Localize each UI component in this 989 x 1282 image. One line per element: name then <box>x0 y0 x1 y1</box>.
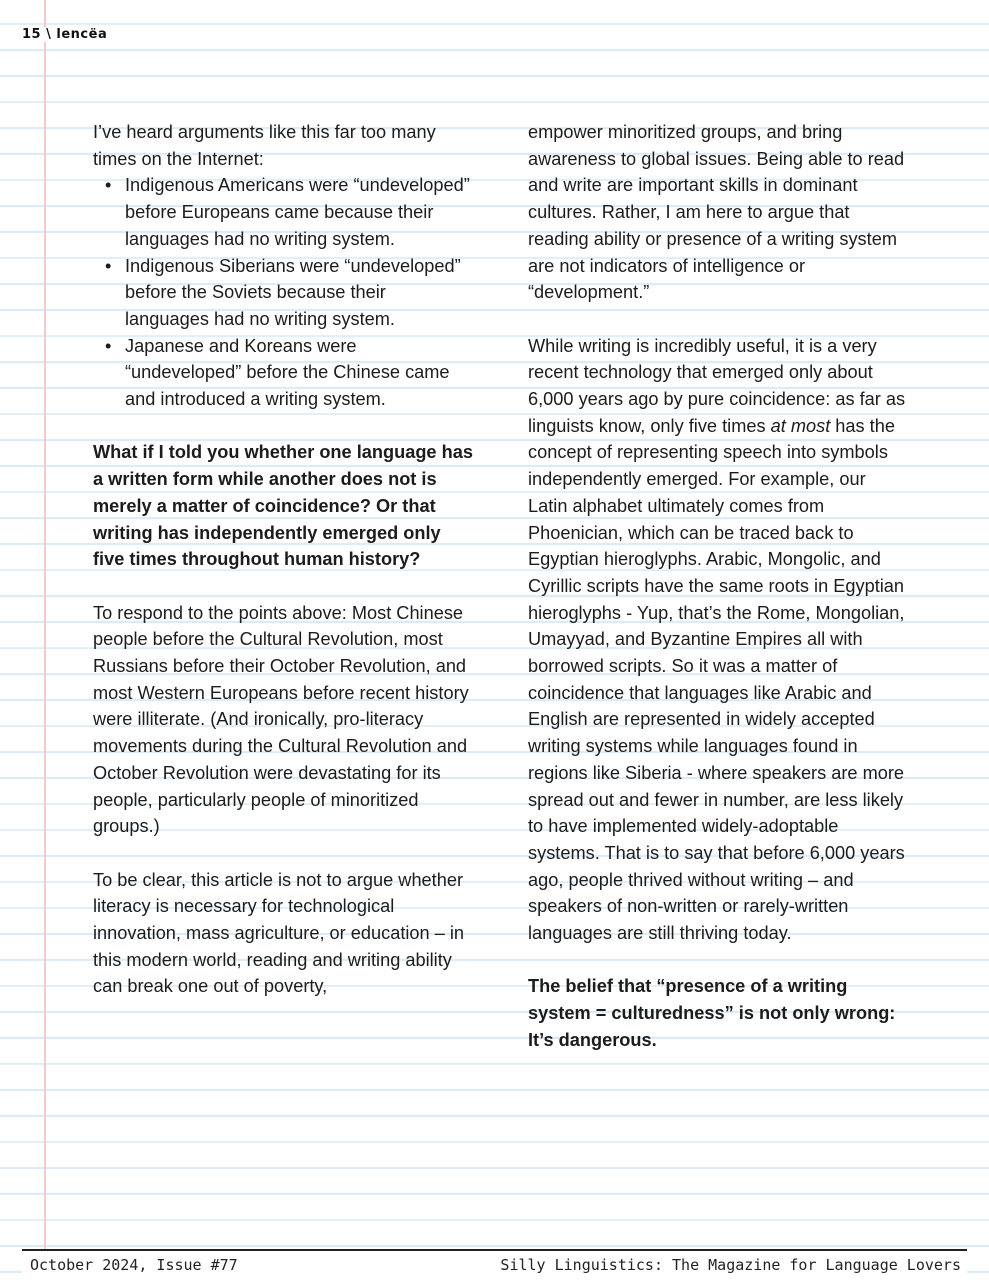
list-item: • Japanese and Koreans were “undeveloped” before the Chinese came and introduced a writing system. <box>125 333 473 413</box>
notebook-margin-line <box>44 0 46 1280</box>
right-column <box>528 119 908 1054</box>
clear-paragraph-start: To be clear, this article is not to argue whether literacy is necessary for technological innovation, mass agriculture, or education – in this modern world, reading and writing ability can break one out of poverty, <box>93 869 465 997</box>
intro-paragraph: I’ve heard arguments like this far too many times on the Internet: <box>93 122 436 169</box>
emphasis-text: at most <box>770 415 831 436</box>
writing-history-paragraph <box>528 333 908 947</box>
left-column <box>93 119 473 1000</box>
page-footer <box>22 1249 967 1282</box>
footer-magazine-title: Silly Linguistics: The Magazine for Language Lovers <box>500 1256 961 1274</box>
list-item: • Indigenous Siberians were “undeveloped” before the Soviets because their languages had no writing system. <box>125 253 473 333</box>
bold-conclusion-paragraph: The belief that “presence of a writing system = culturedness” is not only wrong: It’s dangerous. <box>528 976 896 1050</box>
clear-paragraph-end: empower minoritized groups, and bring awareness to global issues. Being able to read and write are important skills in dominant cultures. Rather, I am here to argue that reading ability or presence of a writing system are not indicators of intelligence or “development.” <box>528 122 905 303</box>
writing-paragraph-text: has the concept of representing speech into symbols independently emerged. For example, our Latin alphabet ultimately comes from Phoenician, which can be traced back to Egyptian hieroglyphs. Arabic, Mongolic, and Cyrillic scripts have the same roots in Egyptian hieroglyphs - Yup, that’s the Rome, Mongolian, Umayyad, and Byzantine Empires all with borrowed scripts. So it was a matter of coincidence that languages like Arabic and English are represented in widely accepted writing systems while languages found in regions like Siberia - where speakers are more spread out and fewer in number, are less likely to have implemented widely-adoptable systems. That is to say that before 6,000 years ago, people thrived without writing – and speakers of non-written or rarely-written languages are still thriving today. <box>528 415 905 944</box>
list-item: • Indigenous Americans were “undeveloped” before Europeans came because their languages had no writing system. <box>125 172 473 252</box>
footer-issue: October 2024, Issue #77 <box>30 1256 238 1274</box>
writing-paragraph-text: While writing is incredibly useful, it is a very recent technology that emerged only about 6,000 years ago by pure coincidence: as far as linguists know, only five times <box>528 335 906 436</box>
argument-list <box>93 172 473 412</box>
bold-question-paragraph: What if I told you whether one language has a written form while another does not is merely a matter of coincidence? Or that writing has independently emerged only five times throughout human history? <box>93 442 473 570</box>
page-header: 15 \ lencëa <box>22 27 108 42</box>
respond-paragraph: To respond to the points above: Most Chinese people before the Cultural Revolution, most Russians before their October Revolution, and most Western Europeans before recent history were illiterate. (And ironically, pro-literacy movements during the Cultural Revolution and October Revolution were devastating for its people, particularly people of minoritized groups.) <box>93 602 469 837</box>
